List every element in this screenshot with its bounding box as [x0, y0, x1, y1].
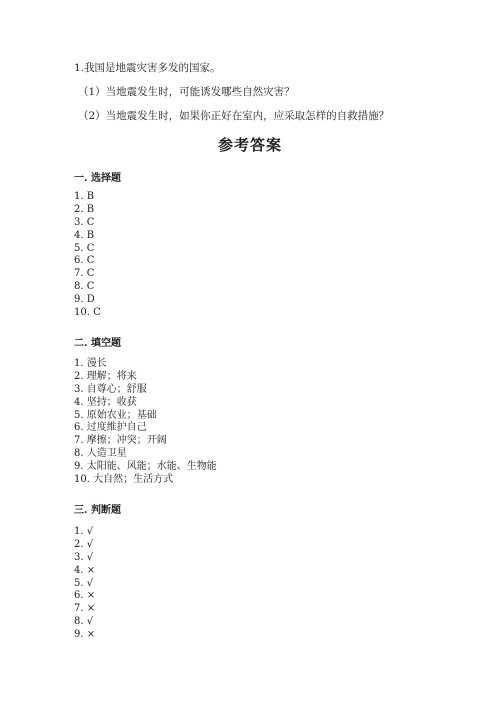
answer-item: 3. C [74, 216, 95, 228]
section-heading-fill: 二. 填空题 [74, 338, 121, 349]
answer-item: 2. B [74, 203, 95, 215]
answer-title: 参考答案 [217, 136, 282, 154]
answer-item: 3. √ [74, 551, 94, 563]
answer-item: 3. 自尊心；舒服 [74, 383, 147, 395]
answer-item: 2. √ [74, 538, 94, 550]
answer-item: 5. √ [74, 577, 94, 589]
answer-item: 5. C [74, 242, 95, 254]
answer-item: 7. × [74, 603, 96, 615]
answer-item: 6. × [74, 590, 96, 602]
answer-item: 1. √ [74, 526, 94, 537]
answer-item: 5. 原始农业；基础 [74, 409, 157, 421]
answer-item: 9. × [74, 629, 96, 641]
answer-list-fill [74, 358, 217, 487]
answer-item: 9. D [74, 294, 95, 306]
answer-item: 9. 太阳能、风能；水能、生物能 [74, 461, 217, 473]
answer-item: 6. 过度维护自己 [74, 422, 147, 434]
answer-item: 10. 大自然；生活方式 [74, 474, 174, 486]
answer-item: 10. C [74, 307, 101, 319]
answer-item: 2. 理解；将来 [74, 370, 137, 382]
section-heading-choice: 一. 选择题 [74, 173, 121, 184]
answer-item: 8. C [74, 281, 95, 293]
answer-list-judge [74, 526, 95, 642]
answer-item: 7. 摩擦；冲突；开阔 [74, 435, 167, 447]
section-heading-judge: 三. 判断题 [74, 505, 121, 516]
answer-item: 1. B [74, 191, 95, 202]
answer-item: 8. √ [74, 616, 94, 628]
answer-item: 8. 人造卫星 [74, 448, 127, 460]
answer-item: 6. C [74, 255, 95, 267]
answer-item: 4. B [74, 229, 95, 241]
answer-item: 1. 漫长 [74, 358, 107, 369]
answer-item: 7. C [74, 268, 95, 280]
sub-question-1: （1）当地震发生时，可能诱发哪些自然灾害？ [78, 86, 295, 98]
sub-question-2: （2）当地震发生时，如果你正好在室内，应采取怎样的自救措施？ [78, 110, 390, 122]
answer-item: 4. 坚持；收获 [74, 396, 137, 408]
answer-item: 4. × [74, 564, 96, 576]
answer-list-choice [74, 191, 101, 320]
question-stem: 1.我国是地震灾害多发的国家。 [74, 62, 221, 74]
